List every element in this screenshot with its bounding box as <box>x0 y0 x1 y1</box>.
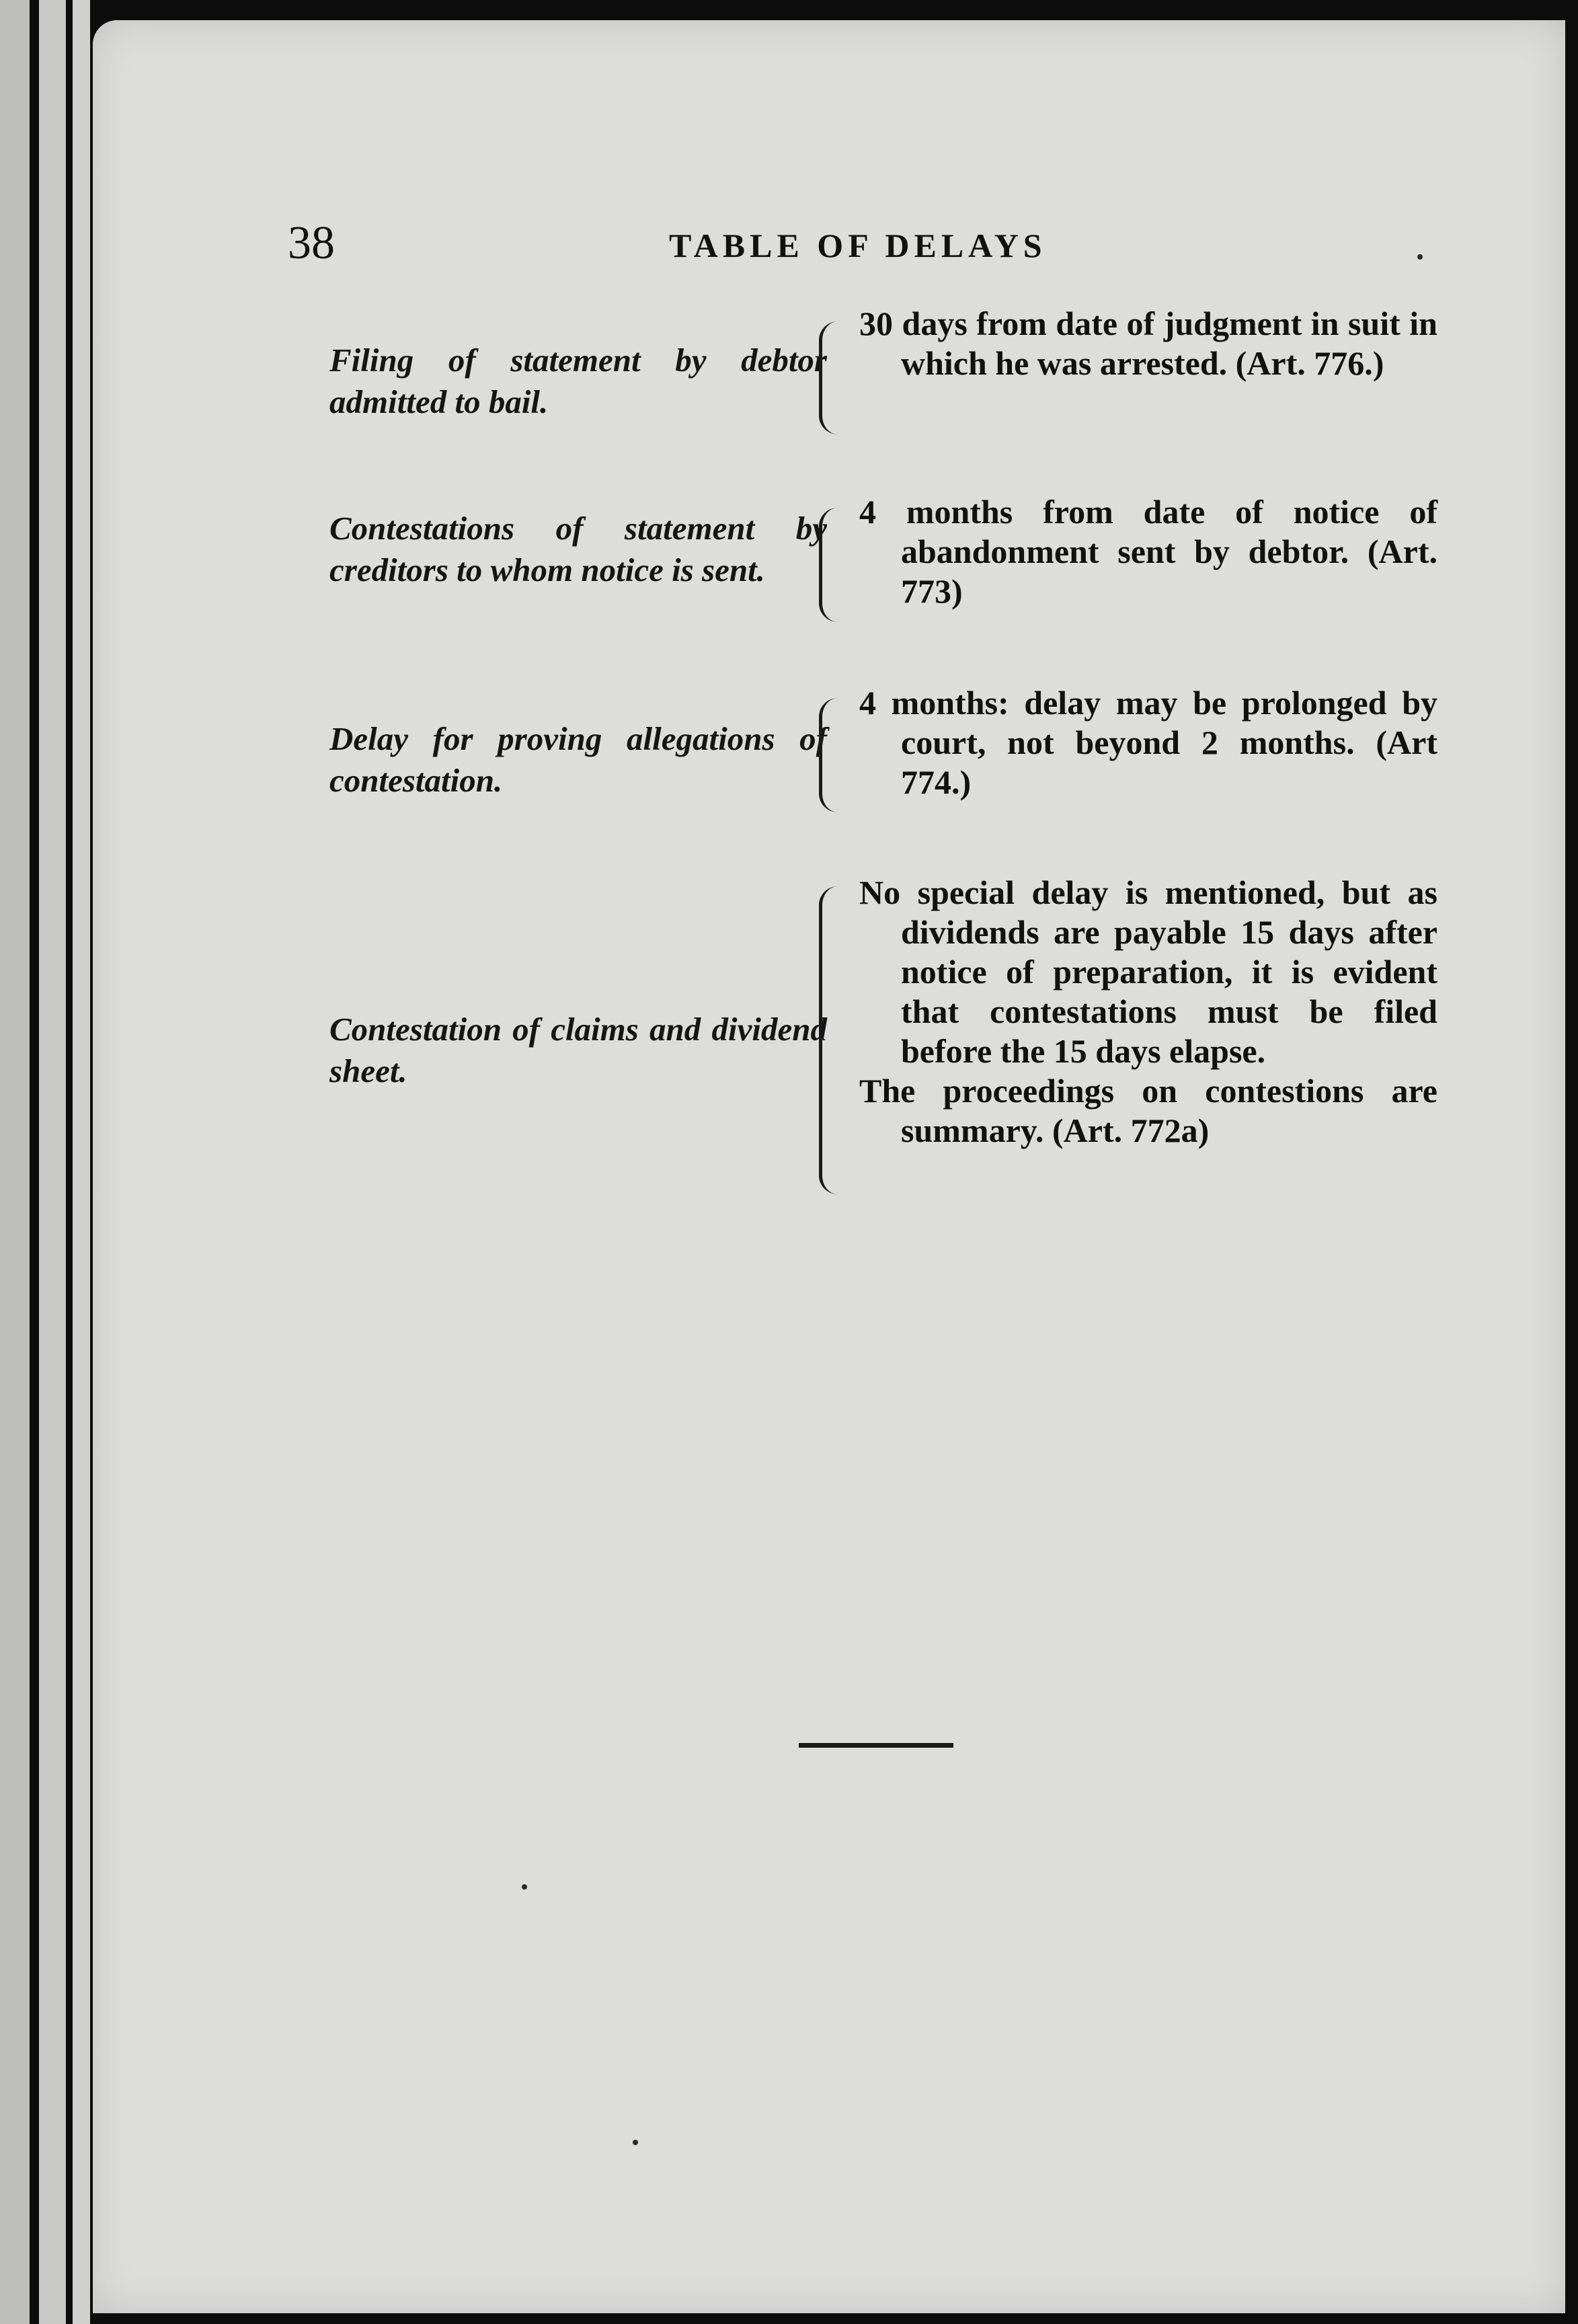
delay-description <box>859 304 1437 383</box>
page-edge <box>39 0 66 2324</box>
page-header <box>0 217 1578 270</box>
delay-text: No special delay is mentioned, but as dividends are payable 15 days after notice of preparation, it is evident that contestations must be filed before the 15 days elapse. <box>859 874 1437 1070</box>
print-speck <box>1417 254 1423 260</box>
brace <box>819 698 849 812</box>
brace <box>819 321 849 434</box>
delay-description <box>859 683 1437 802</box>
print-speck <box>633 2140 638 2145</box>
print-speck <box>522 1884 527 1890</box>
page-edge <box>0 0 30 2324</box>
delay-text: 30 days from date of judgment in suit in which he was arrested. (Art. 776.) <box>859 305 1437 382</box>
page-number: 38 <box>288 217 335 269</box>
brace <box>819 508 849 622</box>
event-description: Contestations of statement by creditors to whom notice is sent. <box>329 510 827 588</box>
delay-text: The proceedings on contestions are summary. (Art. 772a) <box>859 1072 1437 1149</box>
page-edge <box>73 0 90 2324</box>
event-description: Delay for proving allegations of contestation. <box>329 720 827 799</box>
delay-description <box>859 492 1437 611</box>
section-end-rule <box>799 1743 953 1748</box>
delay-description <box>859 873 1437 1151</box>
event-description: Contestation of claims and dividend sheet. <box>329 1011 827 1089</box>
event-description: Filing of statement by debtor admitted to bail. <box>329 342 827 420</box>
delay-text: 4 months: delay may be prolonged by court, not beyond 2 months. (Art 774.) <box>859 684 1437 801</box>
brace <box>819 886 849 1194</box>
delay-text: 4 months from date of notice of abandonment sent by debtor. (Art. 773) <box>859 493 1437 610</box>
running-head: TABLE OF DELAYS <box>669 227 1047 264</box>
